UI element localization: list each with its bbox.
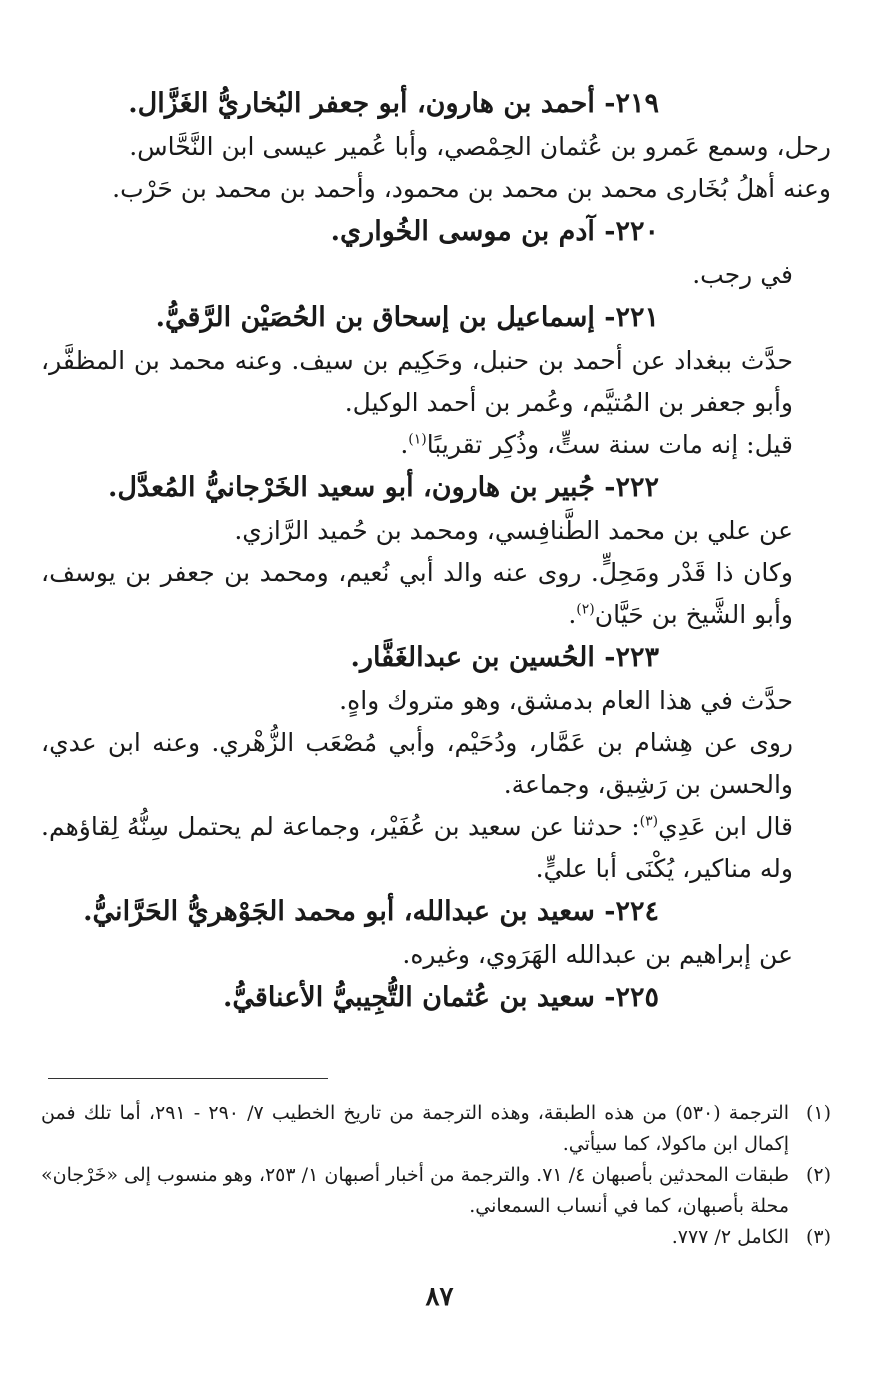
entry-heading: ٢٢٤- سعيد بن عبدالله، أبو محمد الجَوْهريُّ الحَرَّانيُّ. <box>83 896 659 927</box>
entry-paragraph: في رجب. <box>692 260 793 289</box>
entry-paragraph <box>41 806 831 890</box>
paragraph-text-tail: . <box>400 430 409 459</box>
page-number: ٨٧ <box>425 1282 454 1312</box>
footnote-ref[interactable]: (٣) <box>639 813 659 830</box>
footnote <box>41 1160 831 1222</box>
footnote-text: الترجمة (٥٣٠) من هذه الطبقة، وهذه الترجمة من تاريخ الخطيب ٧/ ٢٩٠ - ٢٩١، أما تلك فمن إكمال ابن ماكولا، كما سيأتي. <box>41 1102 789 1155</box>
entry-paragraph: وعنه أهلُ بُخَارى محمد بن محمد بن محمود، وأحمد بن محمد بن حَرْب. <box>112 174 831 203</box>
paragraph-text-tail: : حدثنا عن سعيد بن عُفَيْر، وجماعة لم يحتمل سِنُّهُ لِقاؤهم. وله مناكير، يُكْنَى أبا عليٍّ. <box>41 812 793 883</box>
footnote-number: (١) <box>805 1102 831 1124</box>
entry-heading: ٢١٩- أحمد بن هارون، أبو جعفر البُخاريُّ الغَزَّال. <box>128 88 659 119</box>
entry-paragraph: عن إبراهيم بن عبدالله الهَرَوي، وغيره. <box>402 940 793 969</box>
entry-heading: ٢٢٣- الحُسين بن عبدالغَفَّار. <box>350 642 659 673</box>
entry-paragraph: رحل، وسمع عَمرو بن عُثمان الحِمْصي، وأبا عُمير عيسى ابن النَّحَّاس. <box>129 132 831 161</box>
entry-heading: ٢٢٥- سعيد بن عُثمان التُّجِيبيُّ الأعناقيُّ. <box>223 982 659 1013</box>
footnotes-section <box>41 1098 831 1253</box>
entry-paragraph: حدَّث ببغداد عن أحمد بن حنبل، وحَكِيم بن سيف. وعنه محمد بن المظفَّر، وأبو جعفر بن المُتيَّم، وعُمر بن أحمد الوكيل. <box>41 346 793 417</box>
footnote-ref[interactable]: (١) <box>408 431 427 448</box>
footnote-divider <box>48 1078 328 1079</box>
entry-paragraph <box>41 424 831 466</box>
footnote-text: الكامل ٢/ ٧٧٧. <box>671 1226 789 1248</box>
entry-heading: ٢٢٢- جُبير بن هارون، أبو سعيد الخَرْجانيُّ المُعدَّل. <box>107 472 659 503</box>
entry-paragraph <box>41 552 831 636</box>
main-text <box>41 82 831 1020</box>
footnote-number: (٣) <box>805 1226 831 1248</box>
entry-paragraph: روى عن هِشام بن عَمَّار، ودُحَيْم، وأبي مُصْعَب الزُّهْري. وعنه ابن عدي، والحسن بن رَشِيق، وجماعة. <box>41 728 793 799</box>
footnote <box>41 1222 831 1253</box>
entry-heading: ٢٢١- إسماعيل بن إسحاق بن الحُصَيْن الرَّقيُّ. <box>155 302 659 333</box>
paragraph-text-tail: . <box>568 600 577 629</box>
paragraph-text: قال ابن عَدِي <box>658 812 794 841</box>
footnote <box>41 1098 831 1160</box>
footnote-ref[interactable]: (٢) <box>576 601 595 618</box>
footnote-number: (٢) <box>805 1164 831 1186</box>
footnote-text: طبقات المحدثين بأصبهان ٤/ ٧١. والترجمة من أخبار أصبهان ١/ ٢٥٣، وهو منسوب إلى «خَرْجان» محلة بأصبهان، كما في أنساب السمعاني. <box>41 1164 789 1217</box>
entry-paragraph: حدَّث في هذا العام بدمشق، وهو متروك واهٍ. <box>339 686 793 715</box>
paragraph-text: قيل: إنه مات سنة ستٍّ، وذُكِر تقريبًا <box>426 430 793 459</box>
entry-paragraph: عن علي بن محمد الطَّنافِسي، ومحمد بن حُميد الرَّازي. <box>234 516 793 545</box>
paragraph-text: وكان ذا قَدْر ومَحِلٍّ. روى عنه والد أبي نُعيم، ومحمد بن جعفر بن يوسف، وأبو الشَّيخ بن حَيَّان <box>41 558 793 629</box>
entry-heading: ٢٢٠- آدم بن موسى الخُواري. <box>330 216 659 247</box>
